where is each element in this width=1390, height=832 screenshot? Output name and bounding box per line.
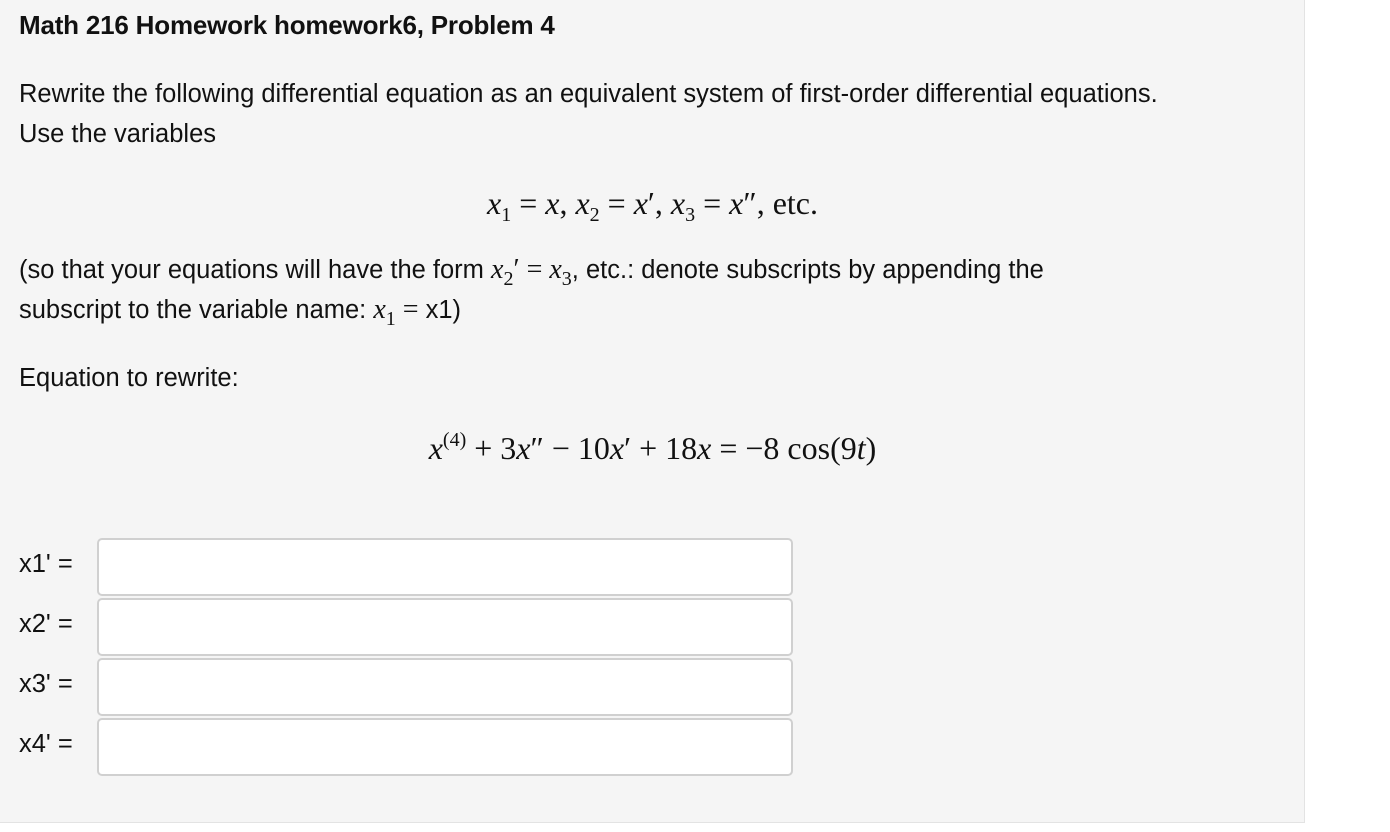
note-math-eq: =	[519, 254, 550, 285]
instructions-line-2: Use the variables	[19, 120, 217, 148]
answer-label-x4: x4' =	[19, 730, 73, 758]
comma-1: ,	[559, 185, 576, 221]
note-math2-x: x	[373, 294, 386, 325]
form-note-line-1	[19, 250, 1044, 292]
var-x3: x	[670, 185, 686, 221]
eq-sign-3: =	[695, 185, 730, 221]
note-part-2: , etc.: denote subscripts by appending the	[571, 256, 1044, 284]
eq-rest-5: )	[865, 430, 877, 466]
equation-label: Equation to rewrite:	[19, 364, 239, 392]
eq-x-c: x	[609, 430, 625, 466]
var-x1-sub: 1	[501, 204, 512, 226]
answer-label-x3: x3' =	[19, 670, 73, 698]
prime-1: ′	[647, 185, 655, 221]
instructions-line-1: Rewrite the following differential equation as an equivalent system of first-order differential equations.	[19, 80, 1158, 108]
eq-order: (4)	[442, 429, 467, 451]
answer-label-x2: x2' =	[19, 610, 73, 638]
note-part-1: (so that your equations will have the form	[19, 256, 491, 284]
form-note-line-2	[19, 290, 461, 332]
var-x1-rhs: x	[545, 185, 560, 221]
eq-rest-4: = −8 cos(9	[711, 430, 857, 466]
note-math-sub: 2	[503, 268, 514, 290]
note-math-x3: x	[549, 254, 562, 285]
eq-double-prime: ″	[530, 430, 544, 466]
note-math-sub3: 3	[561, 268, 572, 290]
differential-equation	[0, 430, 1305, 467]
var-x3-sub: 3	[685, 204, 696, 226]
var-x3-rhs: x	[729, 185, 744, 221]
eq-x-b: x	[516, 430, 531, 466]
eq-t: t	[856, 430, 866, 466]
answer-input-x4[interactable]	[97, 718, 793, 776]
answer-label-x1: x1' =	[19, 550, 73, 578]
answer-input-x1[interactable]	[97, 538, 793, 596]
eq-x-d: x	[697, 430, 712, 466]
eq-rest-2: − 10	[543, 430, 610, 466]
answer-input-x3[interactable]	[97, 658, 793, 716]
var-x2-sub: 2	[589, 204, 600, 226]
note-math2-sub: 1	[385, 308, 396, 330]
eq-sign-2: =	[599, 185, 634, 221]
eq-x: x	[428, 430, 443, 466]
note-part-4: x1)	[425, 296, 462, 324]
var-x2-rhs: x	[633, 185, 648, 221]
note-math2-eq: =	[395, 294, 426, 325]
prime-2: ″	[743, 185, 757, 221]
var-x1: x	[487, 185, 502, 221]
answer-input-x2[interactable]	[97, 598, 793, 656]
page-title: Math 216 Homework homework6, Problem 4	[19, 10, 555, 40]
note-math-x: x	[491, 254, 504, 285]
eq-rest-3: + 18	[631, 430, 698, 466]
comma-2: ,	[654, 185, 671, 221]
note-math-2	[373, 294, 426, 330]
eq-sign-1: =	[511, 185, 546, 221]
eq-rest-1: + 3	[466, 430, 517, 466]
note-math-1	[491, 254, 572, 290]
etc-tail: , etc.	[756, 185, 818, 221]
eq-prime: ′	[624, 430, 632, 466]
variables-equation	[0, 185, 1305, 226]
note-part-3: subscript to the variable name:	[19, 296, 374, 324]
var-x2: x	[575, 185, 590, 221]
note-math-prime: ′	[513, 254, 520, 285]
